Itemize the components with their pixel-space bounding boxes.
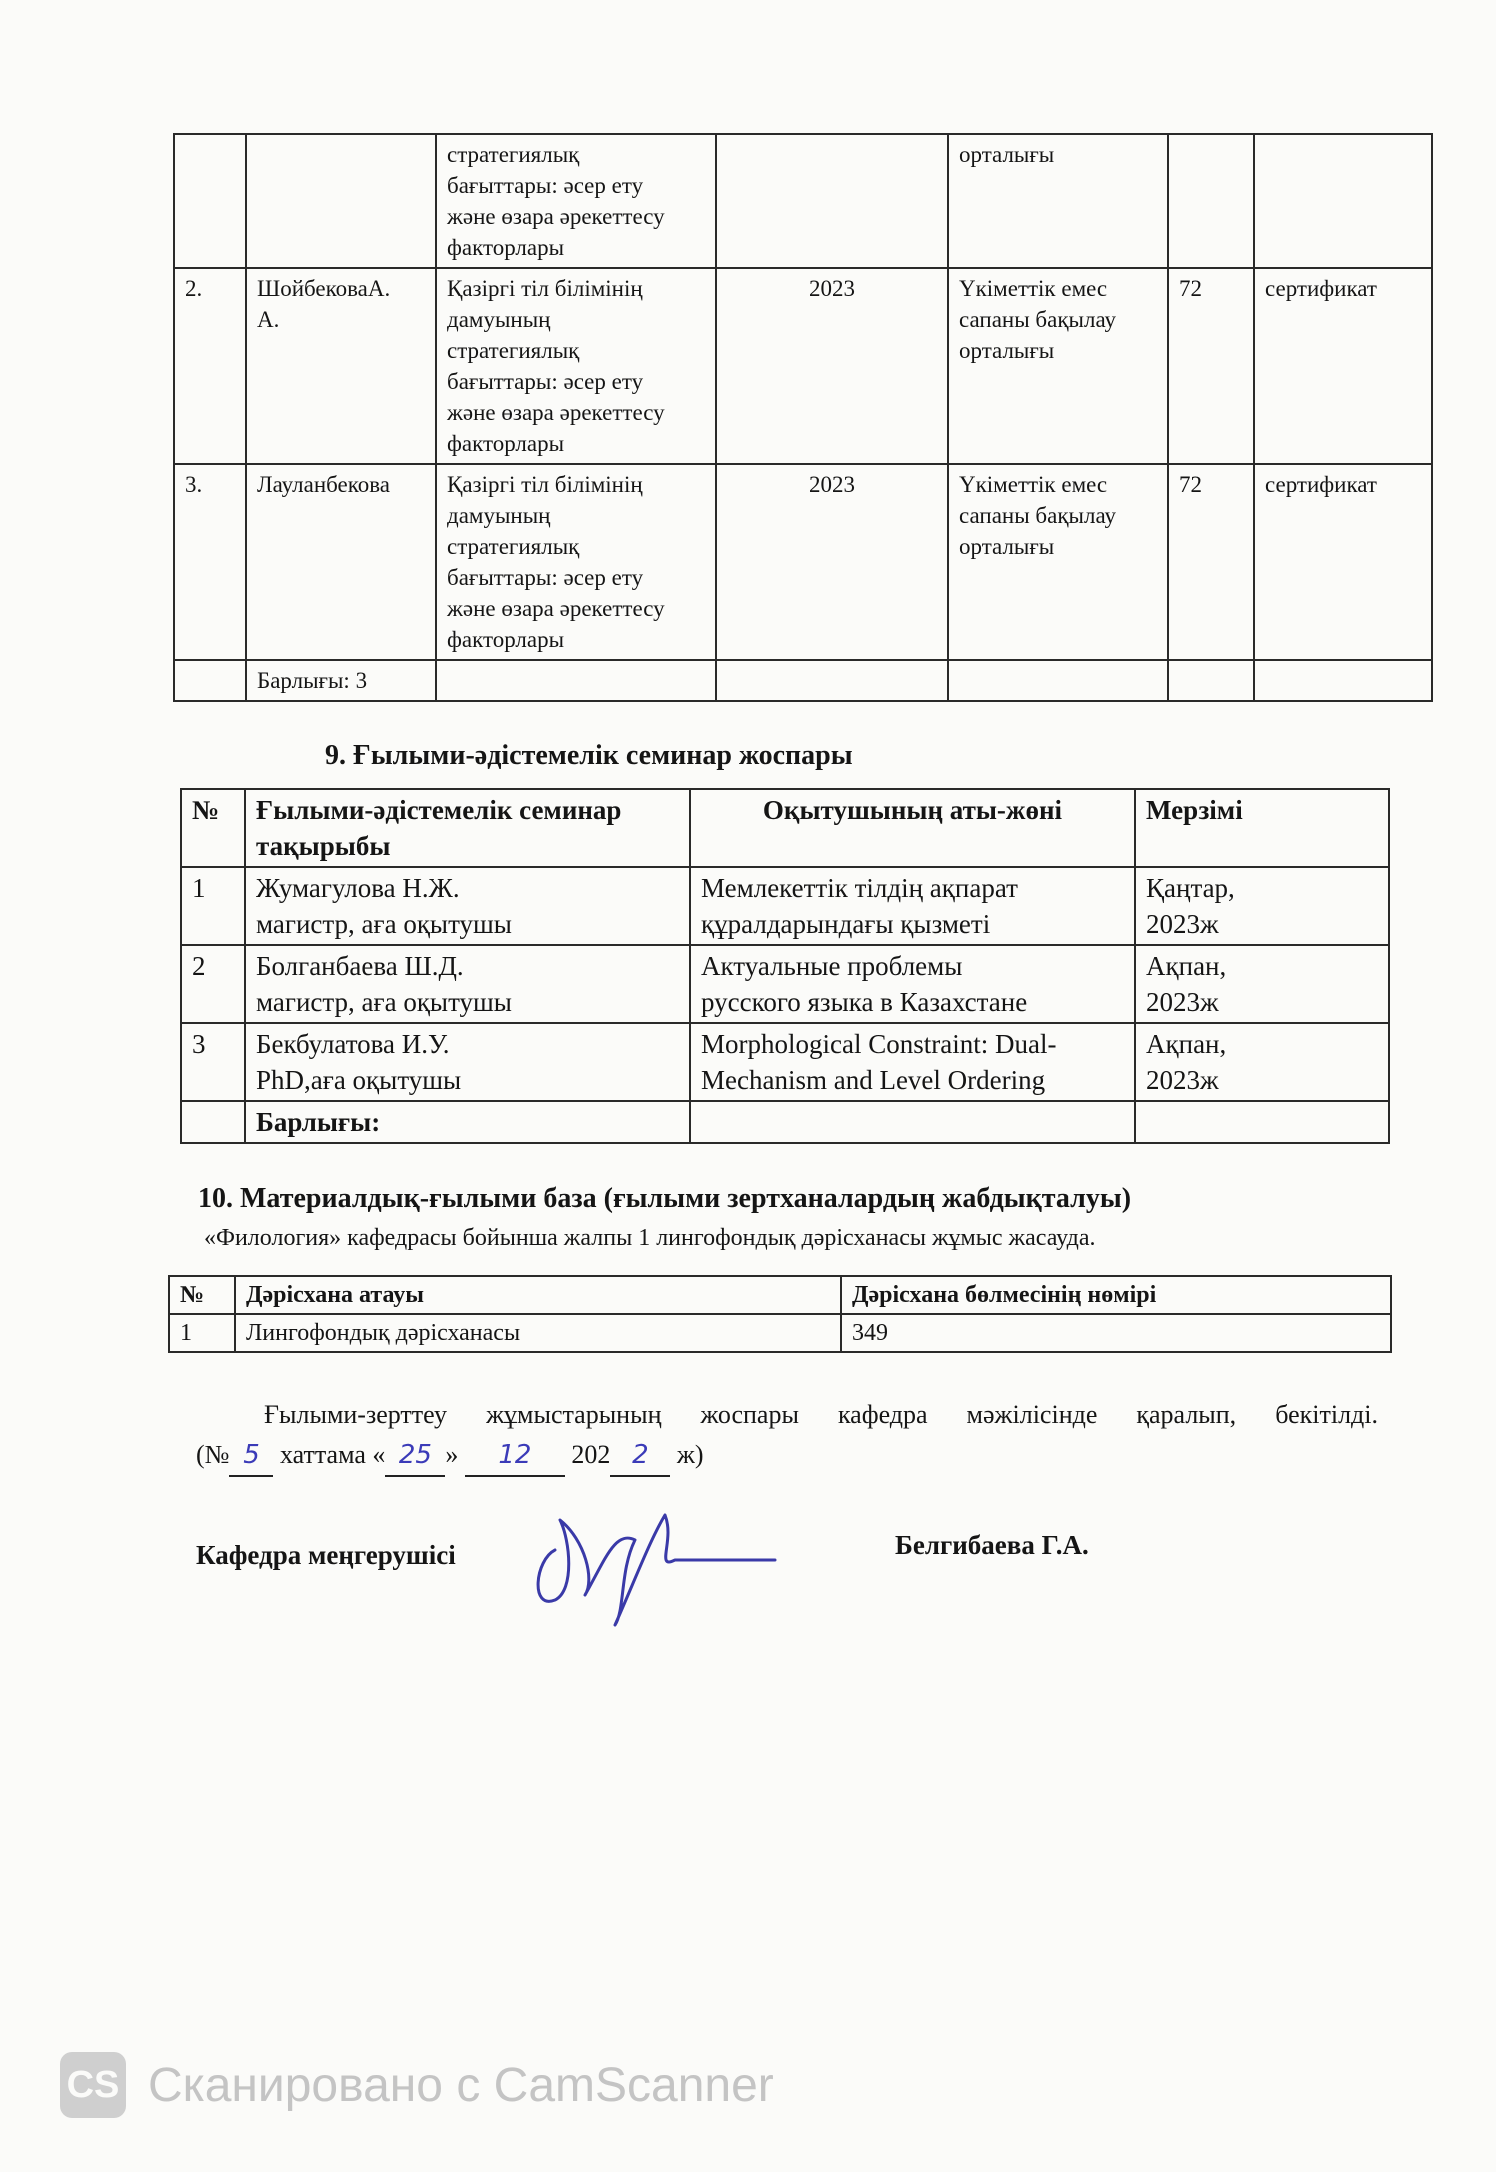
protocol-number: 5 — [229, 1435, 273, 1477]
seminar-plan-table — [180, 788, 1390, 1144]
empty-cell — [174, 660, 246, 701]
row-number — [174, 134, 246, 268]
section-10-description: «Филология» кафедрасы бойынша жалпы 1 лингофондық дәрісханасы жұмыс жасауда. — [204, 1225, 1096, 1251]
empty-cell — [436, 660, 716, 701]
empty-cell — [181, 1101, 245, 1143]
signature-image — [525, 1500, 785, 1630]
seminar-term: Ақпан, 2023ж — [1135, 1023, 1389, 1101]
table-row — [174, 268, 1432, 464]
course-topic: Қазіргі тіл білімінің дамуының стратегиялық бағыттары: әсер ету және өзара әрекеттесу факторлары — [436, 464, 716, 660]
seminar-term: Қаңтар, 2023ж — [1135, 867, 1389, 945]
seminar-teacher: Жумагулова Н.Ж. магистр, аға оқытушы — [245, 867, 690, 945]
quote-close: » — [445, 1440, 459, 1469]
course-organization: Үкіметтік емес сапаны бақылау орталығы — [948, 268, 1168, 464]
table-row — [181, 867, 1389, 945]
header-room: Дәрісхана бөлмесінің нөмірі — [841, 1276, 1391, 1314]
table-header-row — [181, 789, 1389, 867]
header-name: Дәрісхана атауы — [235, 1276, 841, 1314]
approval-text: Ғылыми-зерттеу жұмыстарының жоспары кафедра мәжілісінде қаралып, бекітілді. — [264, 1400, 1378, 1429]
row-number: 2 — [181, 945, 245, 1023]
seminar-teacher: Болганбаева Ш.Д. магистр, аға оқытушы — [245, 945, 690, 1023]
section-10-title: 10. Материалдық-ғылыми база (ғылыми зертханалардың жабдықталуы) — [198, 1183, 1132, 1214]
table-row — [169, 1314, 1391, 1352]
table-header-row — [169, 1276, 1391, 1314]
protocol-prefix: (№ — [196, 1440, 230, 1469]
protocol-label: хаттама « — [279, 1440, 386, 1469]
total-label: Барлығы: — [245, 1101, 690, 1143]
empty-cell — [716, 660, 948, 701]
empty-cell — [690, 1101, 1135, 1143]
course-year: 2023 — [716, 268, 948, 464]
protocol-year-digit: 2 — [610, 1435, 670, 1477]
course-year: 2023 — [716, 464, 948, 660]
row-number: 2. — [174, 268, 246, 464]
protocol-month: 12 — [465, 1435, 565, 1477]
document-type — [1254, 134, 1432, 268]
course-hours: 72 — [1168, 268, 1254, 464]
head-of-department-label: Кафедра меңгерушісі — [196, 1540, 456, 1570]
course-organization: Үкіметтік емес сапаны бақылау орталығы — [948, 464, 1168, 660]
table-row — [174, 134, 1432, 268]
year-suffix: ж) — [676, 1440, 704, 1469]
header-num: № — [169, 1276, 235, 1314]
camscanner-watermark: Сканировано с CamScanner — [148, 2059, 774, 2112]
table-row — [174, 464, 1432, 660]
total-row — [181, 1101, 1389, 1143]
teacher-name: Лауланбекова — [246, 464, 436, 660]
protocol-line — [196, 1435, 1378, 1477]
seminar-topic: Morphological Constraint: Dual- Mechanism and Level Ordering — [690, 1023, 1135, 1101]
header-teacher: Оқытушының аты-жөні — [690, 789, 1135, 867]
empty-cell — [1168, 660, 1254, 701]
course-year — [716, 134, 948, 268]
row-number: 1 — [169, 1314, 235, 1352]
header-term: Мерзімі — [1135, 789, 1389, 867]
year-prefix: 202 — [571, 1440, 611, 1469]
row-number: 1 — [181, 867, 245, 945]
course-hours: 72 — [1168, 464, 1254, 660]
seminar-topic: Мемлекеттік тілдің ақпарат құралдарындағы қызметі — [690, 867, 1135, 945]
head-of-department-name: Белгибаева Г.А. — [895, 1530, 1089, 1560]
course-topic: Қазіргі тіл білімінің дамуының стратегиялық бағыттары: әсер ету және өзара әрекеттесу факторлары — [436, 268, 716, 464]
total-label: Барлығы: 3 — [246, 660, 436, 701]
empty-cell — [948, 660, 1168, 701]
seminar-topic: Актуальные проблемы русского языка в Казахстане — [690, 945, 1135, 1023]
row-number: 3 — [181, 1023, 245, 1101]
lab-table — [168, 1275, 1392, 1353]
total-row — [174, 660, 1432, 701]
table-row — [181, 1023, 1389, 1101]
empty-cell — [1135, 1101, 1389, 1143]
lab-name: Лингофондық дәрісханасы — [235, 1314, 841, 1352]
protocol-day: 25 — [385, 1435, 445, 1477]
table-row — [181, 945, 1389, 1023]
seminar-term: Ақпан, 2023ж — [1135, 945, 1389, 1023]
approval-statement — [196, 1395, 1378, 1477]
course-topic: стратегиялық бағыттары: әсер ету және өзара әрекеттесу факторлары — [436, 134, 716, 268]
header-topic: Ғылыми-әдістемелік семинар тақырыбы — [245, 789, 690, 867]
training-table — [173, 133, 1433, 702]
teacher-name — [246, 134, 436, 268]
seminar-teacher: Бекбулатова И.У. PhD,аға оқытушы — [245, 1023, 690, 1101]
section-9-title: 9. Ғылыми-әдістемелік семинар жоспары — [325, 740, 853, 771]
document-type: сертификат — [1254, 268, 1432, 464]
empty-cell — [1254, 660, 1432, 701]
camscanner-logo-icon: CS — [60, 2052, 126, 2118]
header-num: № — [181, 789, 245, 867]
row-number: 3. — [174, 464, 246, 660]
course-hours — [1168, 134, 1254, 268]
document-type: сертификат — [1254, 464, 1432, 660]
course-organization: орталығы — [948, 134, 1168, 268]
teacher-name: ШойбековаА. А. — [246, 268, 436, 464]
lab-room: 349 — [841, 1314, 1391, 1352]
